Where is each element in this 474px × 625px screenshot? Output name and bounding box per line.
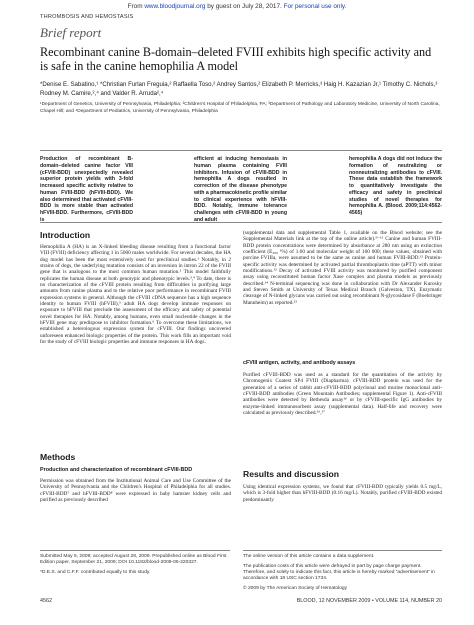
abstract-bottom-rule (40, 222, 442, 223)
footnotes-left (40, 554, 230, 579)
abstract-column-3: hemophilia A dogs did not induce the formation of neutralizing or nonneutralizing antibodies to cFVIII. These data establish the framework to quantitatively investigate the efficacy and safety in preclinical studies of novel therapies for hemophilia A. (Blood. 2009;114:4562-4565) (349, 156, 442, 216)
submission-footnote: Submitted May 5, 2009; accepted August 28, 2009. Prepublished online as Blood First Edition paper, September 21, 2009; DOI 10.1182/blood-2009-05-220327. (40, 554, 227, 566)
footnote-rule-left (40, 550, 230, 551)
antigen-assays-paragraph: Purified cFVIII-BDD was used as a standard for the quantitation of the activity by Chromogenix Coatest SP4 FVIII (Diapharma). cFVIII-BDD protein was used for the generation of a series of rabbit anti-cFVIII-BDD polyclonal and murine monoclonal anti-cFVIII-BDD antibodies (Green Mountain Antibodies; supplemental Figure 1). Anti-cFVIII antibodies were detected by Bethesda assay¹⁶ or by cFVIII-specific IgG antibodies by enzyme-linked immunosorbent assay (supplemental data). Half-life and recovery were calculated as previously described.¹⁶,¹⁷ (243, 372, 442, 417)
antigen-assays-body (243, 372, 442, 416)
section-tag: THROMBOSIS AND HEMOSTASIS (40, 14, 134, 20)
footnotes-right (243, 554, 442, 595)
journal-footer: BLOOD, 12 NOVEMBER 2009 • VOLUME 114, NUMBER 20 (296, 598, 442, 604)
methods-heading: Methods (40, 452, 76, 462)
footnote-rule-right (243, 550, 442, 551)
introduction-heading: Introduction (40, 230, 91, 240)
copyright-footnote: © 2009 by The American Society of Hematology (243, 585, 348, 591)
supplemental-paragraph: (supplemental data and supplemental Table 1, available on the Blood website; see the Supplemental Materials link at the top of the online article).⁹⁻¹¹ Canine and human FVIII-BDD protein concentrations were determined by absorbance at 280 nm using an extinction coefficient (E₂₈₀ ¹%) of 1.60 and molecular weight of 160 000; these values, obtained with porcine FVIIIa, were assumed to be the same as canine and human FVIII-BDD.¹² Protein-specific activity was determined by activated partial thromboplastin time (aPTT) with minor modifications.¹³ Decay of activated FVIII activity was monitored by purified component assay using reconstituted human factor Xase complex and plasma models as previously described.¹⁴ N-terminal sequencing was done in collaboration with Dr Alexander Kurosky and Steven Smith at University of Texas Medical Branch (Galveston, TX). Enzymatic cleavage of N-linked glycans was carried out using recombinant N-glycosidase F (Boehringer Mannheim) as reported.¹⁵ (243, 230, 443, 306)
results-heading: Results and discussion (243, 469, 339, 479)
download-notice (0, 3, 474, 10)
author-list: *Denise E. Sabatino,¹ *Christian Furlan Freguia,² Raffaella Toso,² Andrey Santos,² Elizabeth P. Merricks,³ Haig H. Kazazian Jr,¹ Timothy C. Nichols,³ Rodney M. Camire,²,⁴ and Valder R. Arruda²,⁴ (40, 81, 438, 98)
article-title: Recombinant canine B-domain–deleted FVIII exhibits high specific activity and is safe in the canine hemophilia A model (40, 45, 432, 73)
abstract-top-rule (40, 150, 442, 151)
abstract-column-2: efficient at inducing hemostasis in human plasma containing FVIII inhibitors. Infusion of cFVIII-BDD in hemophilia A dogs resulted in correction of the disease phenotype with a pharmacokinetic profile similar to clinical experience with hFVIII-BDD. Notably, immune tolerance challenges with cFVIII-BDD in young and adult (194, 156, 287, 223)
introduction-paragraph: Hemophilia A (HA) is an X-linked bleeding disease resulting from a functional factor VIII (FVIII) deficiency affecting 1 in 5000 males worldwide. For several decades, the HA dog model has been the most extensively used for preclinical studies.¹ Notably, in 2 strains of dogs, the underlying mutation consists of an inversion in intron 22 of the FVIII gene that is analogous to the most common human mutation.² This model faithfully replicates the human disease at both genotypic and phenotypic levels.³,⁴ To date, there is no characterization of the cFVIII protein resulting from difficulties in purifying large amounts from canine plasma and to the relative poor performance in recombinant FVIII expression systems in general. Although the cFVIII cDNA sequence has a high sequence identity to human FVIII (hFVIII),⁵ adult HA dogs develop immune responses on exposure to hFVIII that preclude the assessment of the efficacy and safety of potential novel therapies for HA. Notably, among humans, even small nucleotide changes in the hFVIII gene may predispose to inhibitor formation.⁶ To overcome these limitations, we established a heterologous expression system for cFVIII. Our findings uncovered unforeseen enhanced biologic properties of the protein. This work fills an important void for the study of cFVIII biologic properties and immune responses in HA dogs. (40, 244, 231, 346)
download-middle: by guest on July 28, 2017. (207, 3, 282, 10)
supplement-footnote: The online version of this article contains a data supplement. (243, 554, 375, 559)
results-body (243, 484, 442, 503)
introduction-body (40, 244, 231, 346)
personal-use-link[interactable]: For personal use only. (283, 3, 347, 10)
methods-body (40, 478, 231, 503)
equal-contribution-footnote: *D.E.S. and C.F.F. contributed equally to this study. (40, 569, 151, 575)
page-number: 4562 (40, 598, 52, 604)
publication-costs-footnote: The publication costs of this article were defrayed in part by page charge payment. Therefore, and solely to indicate this fact, this article is hereby marked “advertisement” in accordance with 18 USC section 1734. (243, 563, 435, 581)
affiliations: ¹Department of Genetics, University of Pennsylvania, Philadelphia; ²Children's Hospital of Philadelphia, PA; ³Department of Pathology and Laboratory Medicine, University of North Carolina, Chapel Hill; and ⁴Department of Pediatrics, University of Pennsylvania, Philadelphia (40, 102, 440, 114)
abstract-column-1: Production of recombinant B-domain–deleted canine factor VIII (cFVIII-BDD) unexpectedly revealed superior protein yields with 3-fold increased specific activity relative to human FVIII-BDD (hFVIII-BDD). We also determined that activated cFVIII-BDD is more stable than activated hFVIII-BDD. Furthermore, cFVIII-BDD is (40, 156, 133, 223)
antigen-assays-subheading: cFVIII antigen, activity, and antibody assays (243, 360, 356, 366)
download-prefix: From (127, 3, 143, 10)
results-paragraph: Using identical expression systems, we found that cFVIII-BDD typically yields 0.5 mg/L, which is 3-fold higher than hFVIII-BDD (0.16 mg/L). Notably, purified cFVIII-BDD existed predominantly (243, 484, 442, 503)
supplemental-methods-body (243, 230, 442, 306)
brief-report-label: Brief report (40, 25, 102, 40)
methods-subheading: Production and characterization of recombinant cFVIII-BDD (40, 467, 193, 473)
abstract (40, 156, 442, 223)
methods-paragraph: Permission was obtained from the Institutional Animal Care and Use Committee of the University of Pennsylvania and the Children's Hospital of Philadelphia for all studies. cFVIII-BDD⁷ and hFVIII-BDD⁸ were expressed in baby hamster kidney cells and purified as previously described (40, 478, 231, 504)
journal-link[interactable]: www.bloodjournal.org (144, 3, 206, 10)
